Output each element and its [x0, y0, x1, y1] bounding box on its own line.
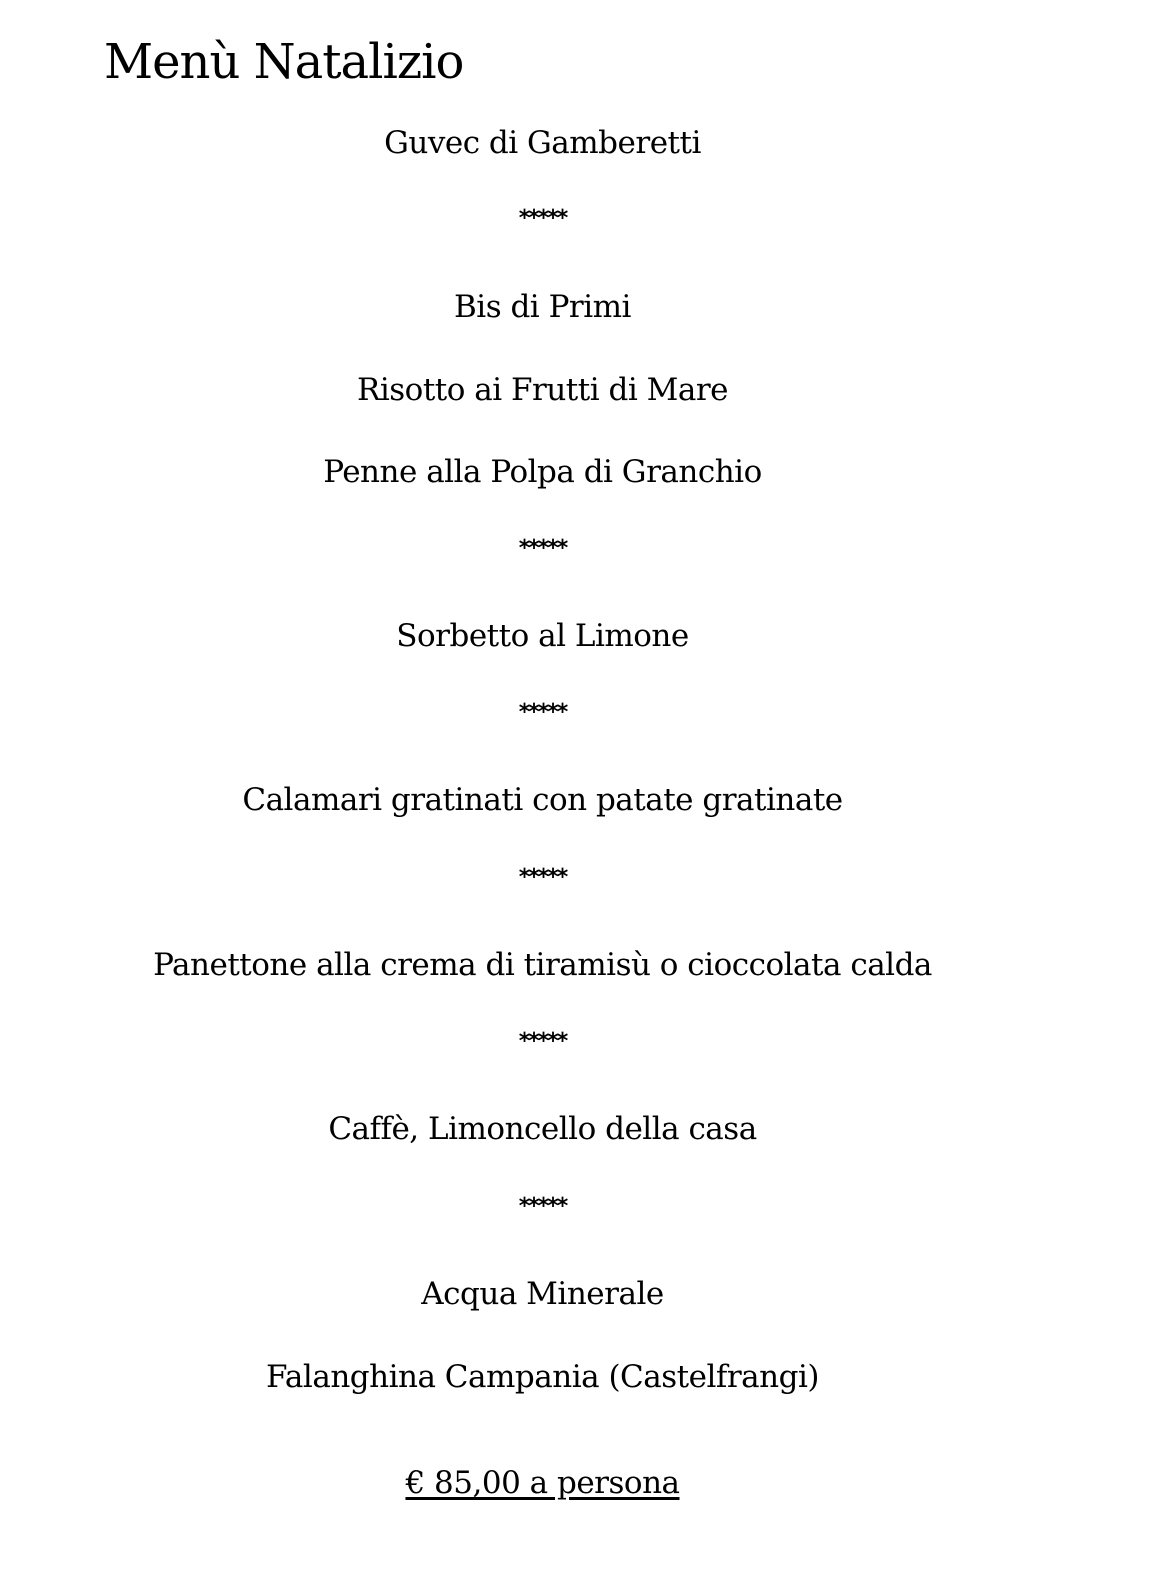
dish-secondo: Calamari gratinati con patate gratinate: [242, 782, 843, 818]
drink-acqua: Acqua Minerale: [421, 1276, 664, 1312]
separator: *****: [518, 865, 567, 890]
separator: *****: [518, 700, 567, 725]
dish-primo-1: Risotto ai Frutti di Mare: [357, 372, 728, 408]
separator: *****: [518, 1194, 567, 1219]
primi-heading: Bis di Primi: [454, 289, 631, 325]
dish-dolce: Panettone alla crema di tiramisù o cioccolata calda: [153, 947, 932, 983]
separator: *****: [518, 206, 567, 231]
dish-primo-2: Penne alla Polpa di Granchio: [323, 454, 762, 490]
menu-title: Menù Natalizio: [104, 34, 464, 90]
separator: *****: [518, 536, 567, 561]
price-per-person: € 85,00 a persona: [405, 1465, 680, 1501]
separator: *****: [518, 1029, 567, 1054]
drink-vino: Falanghina Campania (Castelfrangi): [266, 1359, 819, 1395]
dish-caffe: Caffè, Limoncello della casa: [328, 1111, 757, 1147]
dish-antipasto: Guvec di Gamberetti: [384, 125, 701, 161]
dish-sorbetto: Sorbetto al Limone: [396, 618, 689, 654]
